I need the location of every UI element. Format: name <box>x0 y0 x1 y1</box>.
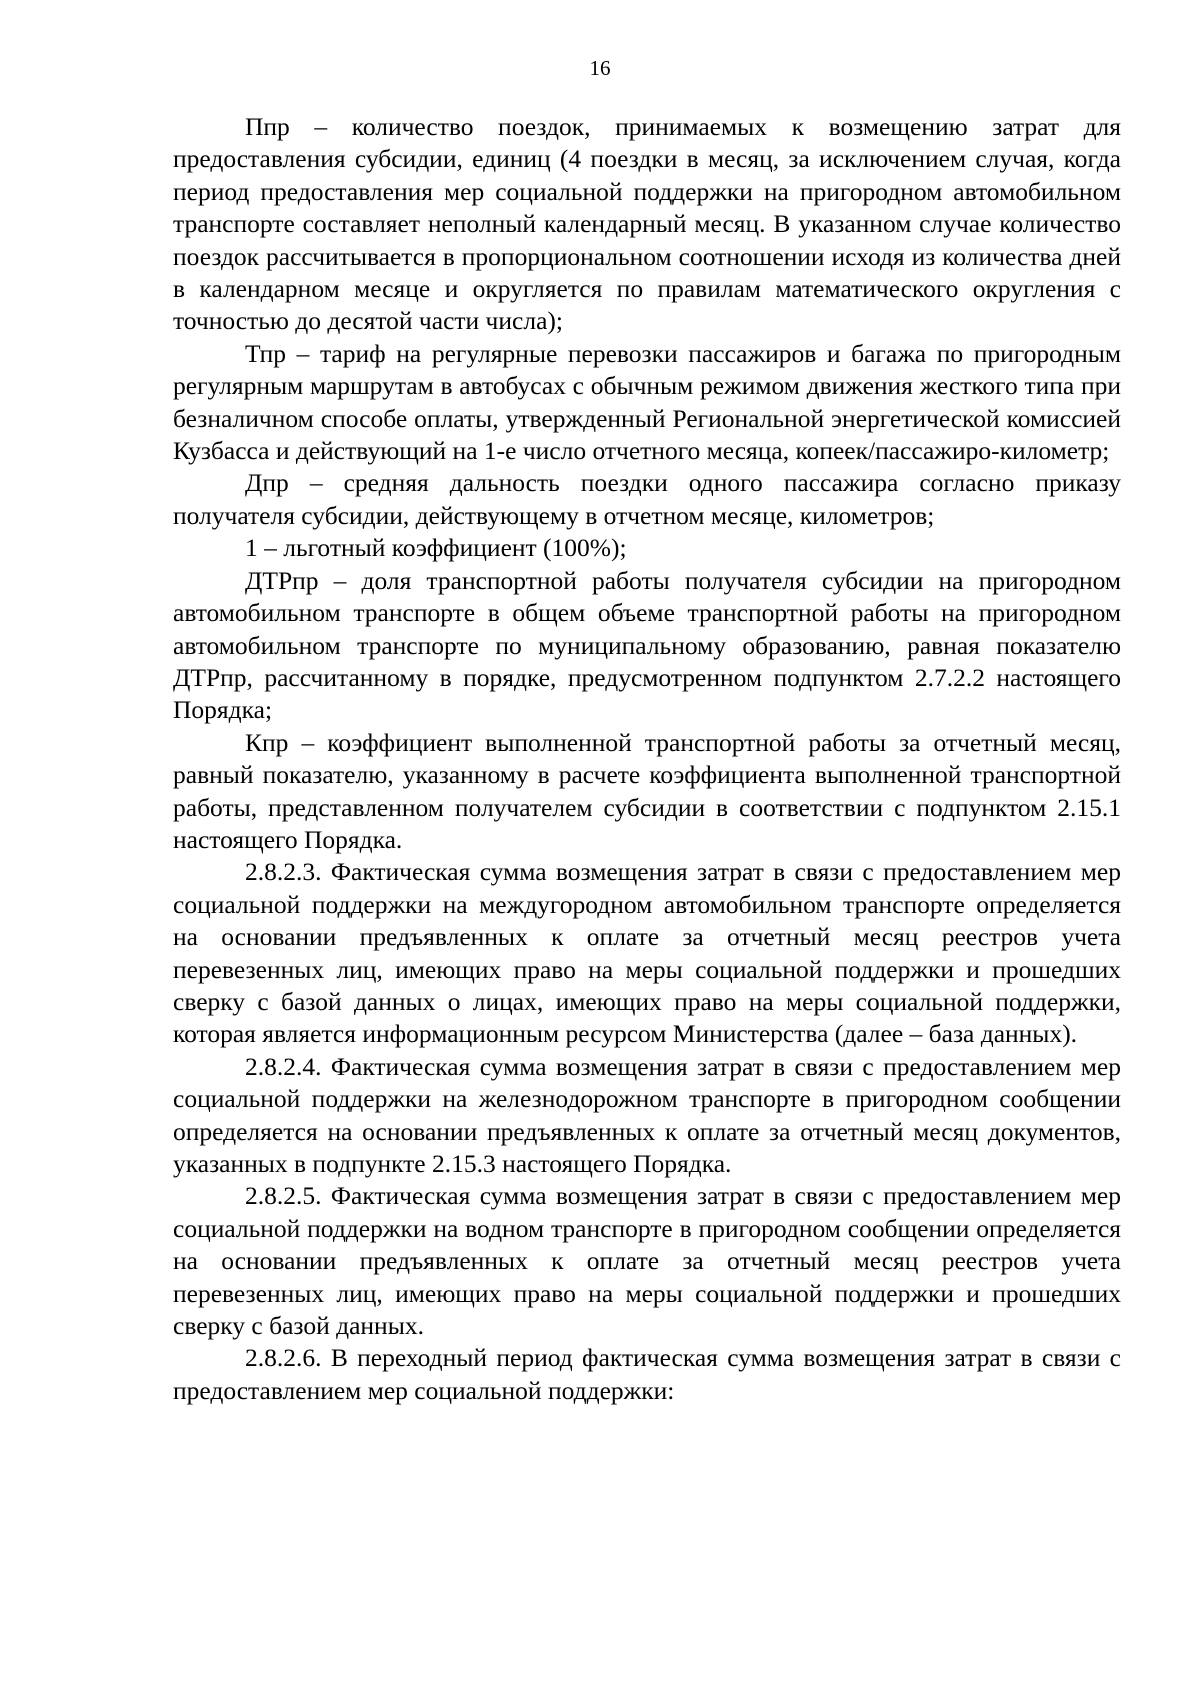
paragraph-dpr-definition: Дпр – средняя дальность поездки одного пассажира согласно приказу получателя субсидии, действующему в отчетном месяце, километров; <box>173 468 1121 530</box>
paragraph-2-8-2-4: 2.8.2.4. Фактическая сумма возмещения затрат в связи с предоставлением мер социальной поддержки на железнодорожном транспорте в пригородном сообщении определяется на основании предъявленных к оплате за отчетный месяц документов, указанных в подпункте 2.15.3 настоящего Порядка. <box>173 1051 1121 1178</box>
document-body <box>173 111 1121 1407</box>
paragraph-2-8-2-6: 2.8.2.6. В переходный период фактическая сумма возмещения затрат в связи с предоставлением мер социальной поддержки: <box>173 1343 1121 1405</box>
paragraph-ppr-definition: Ппр – количество поездок, принимаемых к возмещению затрат для предоставления субсидии, единиц (4 поездки в месяц, за исключением случая, когда период предоставления мер социальной поддержки на пригородном автомобильном транспорте составляет неполный календарный месяц. В указанном случае количество поездок рассчитывается в пропорциональном соотношении исходя из количества дней в календарном месяце и округляется по правилам математического округления с точностью до десятой части числа); <box>173 112 1121 336</box>
paragraph-dtrpr-definition: ДТРпр – доля транспортной работы получателя субсидии на пригородном автомобильном транспорте в общем объеме транспортной работы на пригородном автомобильном транспорте по муниципальному образованию, равная показателю ДТРпр, рассчитанному в порядке, предусмотренном подпунктом 2.7.2.2 настоящего Порядка; <box>173 565 1121 725</box>
page-number: 16 <box>589 56 611 80</box>
paragraph-kpr-definition: Кпр – коэффициент выполненной транспортной работы за отчетный месяц, равный показателю, указанному в расчете коэффициента выполненной транспортной работы, представленном получателем субсидии в соответствии с подпунктом 2.15.1 настоящего Порядка. <box>173 727 1121 854</box>
paragraph-2-8-2-5: 2.8.2.5. Фактическая сумма возмещения затрат в связи с предоставлением мер социальной поддержки на водном транспорте в пригородном сообщении определяется на основании предъявленных к оплате за отчетный месяц реестров учета перевезенных лиц, имеющих право на меры социальной поддержки и прошедших сверку с базой данных. <box>173 1181 1121 1341</box>
paragraph-2-8-2-3: 2.8.2.3. Фактическая сумма возмещения затрат в связи с предоставлением мер социальной поддержки на междугородном автомобильном транспорте определяется на основании предъявленных к оплате за отчетный месяц реестров учета перевезенных лиц, имеющих право на меры социальной поддержки и прошедших сверку с базой данных о лицах, имеющих право на меры социальной поддержки, которая является информационным ресурсом Министерства (далее – база данных). <box>173 857 1121 1049</box>
paragraph-benefit-coefficient: 1 – льготный коэффициент (100%); <box>245 533 627 563</box>
paragraph-tpr-definition: Тпр – тариф на регулярные перевозки пассажиров и багажа по пригородным регулярным маршрутам в автобусах с обычным режимом движения жесткого типа при безналичном способе оплаты, утвержденный Региональной энергетической комиссией Кузбасса и действующий на 1-е число отчетного месяца, копеек/пассажиро-километр; <box>173 338 1121 466</box>
